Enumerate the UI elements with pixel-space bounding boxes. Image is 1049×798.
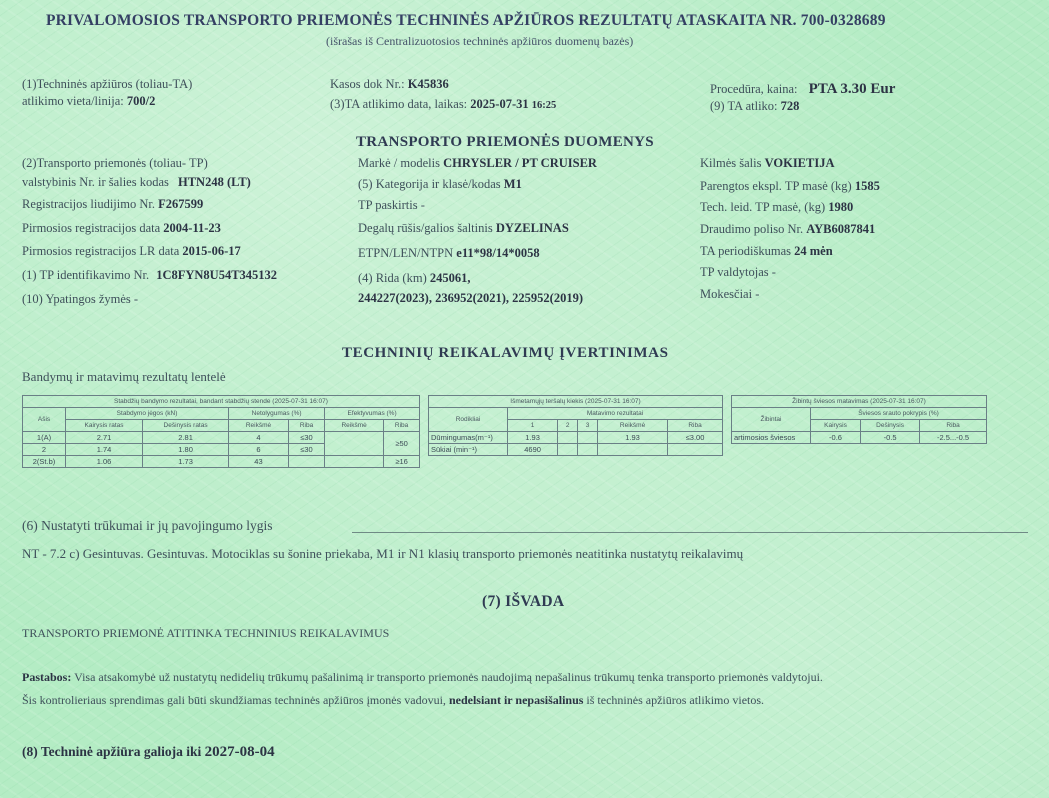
notes-text-1: Visa atsakomybė už nustatytų nedidelių trūkumų pašalinimą ir transporto priemonės naudojimą nepašalinus trūkumų tenka transporto priemonės valdytojui. [74,670,823,684]
date-field [330,97,556,112]
limit-cell: ≤3.00 [668,432,723,444]
done-by-field [710,99,799,114]
conclusion-heading: (7) IŠVADA [482,593,565,610]
procedure-field [710,81,895,98]
eff-limit-cell: ≥50 [384,432,420,456]
insurance-label: Draudimo poliso Nr. [700,222,804,236]
max-mass-value: 1980 [828,200,854,214]
sub-header: 3 [578,420,598,432]
right-angle-cell: -0.5 [861,432,920,444]
first-reg-lr-value: 2015-06-17 [182,244,241,258]
tp-value: HTN248 (LT) [178,175,251,189]
table-row [23,456,420,468]
eff-value-cell [325,432,384,456]
value-cell: 1.93 [598,432,668,444]
origin-field [700,156,835,171]
reg-cert-value: F267599 [158,197,204,211]
time-value: 16:25 [531,100,557,111]
sub-header: Riba [668,420,723,432]
first-reg-value: 2004-11-23 [163,221,221,235]
brakes-table [22,395,420,468]
conclusion-text: TRANSPORTO PRIEMONĖ ATITINKA TECHNINIUS REIKALAVIMUS [22,626,390,640]
table-row [429,444,723,456]
vehicle-heading: TRANSPORTO PRIEMONĖS DUOMENYS [356,134,654,150]
category-value: M1 [503,177,522,191]
right-force-cell: 1.80 [143,444,229,456]
origin-value: VOKIETIJA [764,156,835,170]
tp-field [22,175,251,190]
category-field [358,177,522,192]
etpn-field [358,246,540,261]
force-header: Stabdymo jėgos (kN) [66,408,229,420]
emissions-table [428,395,723,456]
emissions-title: Išmetamųjų teršalų kiekis (2025-07-31 16:07) [429,396,723,408]
max-mass-label: Tech. leid. TP masė, (kg) [700,200,826,214]
indicator-cell: Dūmingumas(m⁻¹) [429,432,508,444]
lights-table [731,395,987,444]
date-value: 2025-07-31 [470,97,529,111]
report-title: PRIVALOMOSIOS TRANSPORTO PRIEMONĖS TECHNINĖS APŽIŪROS REZULTATŲ ATASKAITA NR. 700-0328689 [46,12,886,29]
result-cell [578,444,598,456]
result-cell [558,432,578,444]
make-label: Markė / modelis [358,156,440,170]
left-force-cell: 2.71 [66,432,143,444]
result-cell: 1.93 [508,432,558,444]
done-by-label: (9) TA atliko: [710,99,778,113]
report-subtitle: (išrašas iš Centralizuotosios techninės apžiūros duomenų bazės) [326,34,634,48]
sub-header: Reikšmė [229,420,289,432]
place-value: 700/2 [126,94,156,108]
result-cell [558,444,578,456]
sub-header: Kairysis [811,420,861,432]
table-row [429,432,723,444]
notes-text-2c: iš techninės apžiūros atlikimo vietos. [586,693,765,707]
reg-cert-field [22,197,203,212]
fuel-field [358,221,569,236]
cash-value: K45836 [407,77,449,91]
right-force-cell: 2.81 [143,432,229,444]
fuel-value: DYZELINAS [495,221,569,235]
special-marks: (10) Ypatingos žymės - [22,292,139,306]
sub-header: 1 [508,420,558,432]
tp-label-2: valstybinis Nr. ir šalies kodas [22,175,169,189]
place-field [22,94,155,109]
notes-text-2b: nedelsiant ir nepasišalinus [448,693,584,707]
mass-field [700,179,880,194]
assessment-heading: TECHNINIŲ REIKALAVIMŲ ĮVERTINIMAS [342,345,669,361]
table-row [23,432,420,444]
procedure-label: Procedūra, kaina: [710,82,798,96]
result-cell [578,432,598,444]
sub-header: Reikšmė [598,420,668,432]
date-label: (3)TA atlikimo data, laikas: [330,97,468,111]
period-label: TA periodiškumas [700,244,792,258]
validity-field [22,744,275,761]
indicator-header: Rodikliai [429,408,508,432]
uneven-limit-cell: ≤30 [288,444,324,456]
lights-title: Žibintų šviesos matavimas (2025-07-31 16:07) [732,396,987,408]
notes-text-2a: Šis kontrolieriaus sprendimas gali būti skundžiamas techninės apžiūros įmonės vadovui, [22,693,446,707]
lamp-cell: artimosios šviesos [732,432,811,444]
category-label: (5) Kategorija ir klasė/kodas [358,177,501,191]
mileage-value: 245061, [429,271,471,285]
notes-line-2 [22,693,764,708]
mass-value: 1585 [854,179,880,193]
axle-cell: 1(A) [23,432,66,444]
value-cell [598,444,668,456]
etpn-value: e11*98/14*0058 [456,246,540,260]
left-angle-cell: -0.6 [811,432,861,444]
table-caption: Bandymų ir matavimų rezultatų lentelė [22,369,226,384]
eff-header: Efektyvumas (%) [325,408,420,420]
defects-underline [352,532,1028,533]
period-field [700,244,833,259]
first-reg-field [22,221,221,236]
axle-header: Ašis [23,408,66,432]
axle-cell: 2 [23,444,66,456]
mileage-history [358,291,583,306]
mileage-field [358,271,470,286]
axle-cell: 2(St.b) [23,456,66,468]
notes-line-1 [22,670,823,685]
result-cell: 4690 [508,444,558,456]
limit-cell [668,444,723,456]
uneven-limit-cell: ≤30 [288,432,324,444]
results-header: Matavimo rezultatai [508,408,723,420]
done-by-value: 728 [780,99,800,113]
defects-label: (6) Nustatyti trūkumai ir jų pavojingumo lygis [22,518,273,533]
place-label-1: (1)Techninės apžiūros (toliau-TA) [22,77,193,91]
lamp-header: Žibintai [732,408,811,432]
max-mass-field [700,200,853,215]
uneven-value-cell: 43 [229,456,289,468]
vin-label: (1) TP identifikavimo Nr. [22,268,150,282]
taxes-field: Mokesčiai - [700,287,760,301]
make-value: CHRYSLER / PT CRUISER [443,156,597,170]
first-reg-label: Pirmosios registracijos data [22,221,161,235]
defects-text: NT - 7.2 c) Gesintuvas. Gesintuvas. Motociklas su šonine priekaba, M1 ir N1 klasių transporto priemonės neatitinka nustatytų reikalavimų [22,546,744,561]
insurance-field [700,222,875,237]
make-field [358,156,597,171]
reg-cert-label: Registracijos liudijimo Nr. [22,197,155,211]
uneven-value-cell: 4 [229,432,289,444]
period-value: 24 mėn [794,244,833,258]
table-row [732,432,987,444]
first-reg-lr-field [22,244,241,259]
validity-value: 2027-08-04 [204,744,275,760]
mileage-history-value: 244227(2023), 236952(2021), 225952(2019) [358,291,583,305]
notes-label: Pastabos: [22,670,72,684]
sub-header: Riba [384,420,420,432]
vin-field [22,268,277,283]
sub-header: Reikšmė [325,420,384,432]
origin-label: Kilmės šalis [700,156,762,170]
procedure-value: PTA 3.30 Eur [808,81,896,97]
sub-header: 2 [558,420,578,432]
owner-field: TP valdytojas - [700,265,776,279]
sub-header: Dešinysis [861,420,920,432]
validity-label: (8) Techninė apžiūra galioja iki [22,744,202,759]
tp-label-1: (2)Transporto priemonės (toliau- TP) [22,156,208,170]
etpn-label: ETPN/LEN/NTPN [358,246,454,260]
mileage-label: (4) Rida (km) [358,271,427,285]
mass-label: Parengtos ekspl. TP masė (kg) [700,179,852,193]
right-force-cell: 1.73 [143,456,229,468]
place-label-2: atlikimo vieta/linija: [22,94,124,108]
first-reg-lr-label: Pirmosios registracijos LR data [22,244,180,258]
indicator-cell: Sūkiai (min⁻¹) [429,444,508,456]
angle-header: Šviesos srauto pokrypis (%) [811,408,987,420]
insurance-value: AYB6087841 [806,222,876,236]
purpose-field: TP paskirtis - [358,198,425,212]
cash-label: Kasos dok Nr.: [330,77,405,91]
sub-header: Riba [920,420,987,432]
parking-value-cell [325,456,384,468]
sub-header: Dešinysis ratas [143,420,229,432]
uneven-value-cell: 6 [229,444,289,456]
uneven-limit-cell [288,456,324,468]
angle-limit-cell: -2.5...-0.5 [920,432,987,444]
left-force-cell: 1.74 [66,444,143,456]
left-force-cell: 1.06 [66,456,143,468]
brakes-title: Stabdžių bandymo rezultatai, bandant stabdžių stende (2025-07-31 16:07) [23,396,420,408]
fuel-label: Degalų rūšis/galios šaltinis [358,221,493,235]
vin-value: 1C8FYN8U54T345132 [156,268,278,282]
uneven-header: Netolygumas (%) [229,408,325,420]
cash-field [330,77,449,92]
sub-header: Kairysis ratas [66,420,143,432]
sub-header: Riba [288,420,324,432]
parking-limit-cell: ≥16 [384,456,420,468]
